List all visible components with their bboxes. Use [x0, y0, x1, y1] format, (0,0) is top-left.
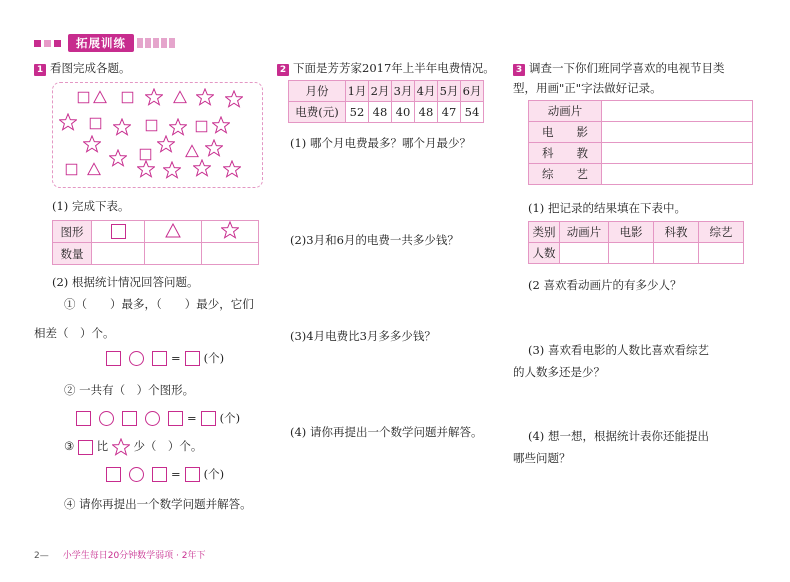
header-cell: 月份: [289, 81, 346, 102]
answer-box[interactable]: [152, 351, 167, 366]
answer-box[interactable]: [106, 351, 121, 366]
item3-tail: 少（ ）个。: [133, 439, 203, 453]
unit-label: (个): [203, 467, 225, 481]
month-cell: 2月: [369, 81, 392, 102]
star-shape: [109, 150, 126, 166]
answer-box[interactable]: [106, 467, 121, 482]
header-cell: 类别: [529, 222, 560, 243]
star-shape: [113, 119, 130, 135]
q2-s3: (3)4月电费比3月多多少钱？: [290, 329, 436, 343]
item3-compare: 比: [96, 439, 109, 453]
count-cell[interactable]: [560, 243, 609, 264]
operator-circle[interactable]: [129, 351, 144, 366]
triangle-icon-cell: [145, 221, 202, 243]
answer-box[interactable]: [185, 351, 200, 366]
star-shape: [225, 91, 242, 107]
q1-item4: ④ 请你再提出一个数学问题并解答。: [64, 497, 252, 511]
unit-label: (个): [203, 351, 225, 365]
category-cell: 综 艺: [529, 164, 602, 185]
q3-number: 3: [513, 64, 525, 76]
star-shape: [137, 161, 154, 177]
value-cell: 54: [461, 102, 484, 123]
header-cell: 动画片: [560, 222, 609, 243]
tally-cell[interactable]: [602, 143, 753, 164]
square-icon: [78, 440, 93, 455]
square-shape: [66, 164, 77, 175]
book-title: 小学生每日20分钟数学弱项 · 2年下: [62, 551, 206, 561]
star-shape: [223, 161, 240, 177]
value-cell: 48: [369, 102, 392, 123]
header-cell: 综艺: [699, 222, 744, 243]
star-shape: [205, 140, 222, 156]
shapes-svg: [53, 83, 262, 187]
answer-box[interactable]: [152, 467, 167, 482]
square-shape: [90, 118, 101, 129]
operator-circle[interactable]: [145, 411, 160, 426]
q3-s2: (2 喜欢看动画片的有多少人？: [528, 278, 682, 292]
q1-heading: [34, 60, 131, 76]
item3-marker: ③: [64, 439, 75, 453]
electricity-table: [288, 80, 484, 123]
value-cell: 40: [392, 102, 415, 123]
section-banner: [34, 34, 177, 52]
equals-sign: =: [171, 351, 181, 365]
answer-box[interactable]: [76, 411, 91, 426]
shapes-picture: [52, 82, 263, 188]
banner-square: [44, 40, 51, 47]
star-shape: [59, 114, 76, 130]
q2-s2: (2)3月和6月的电费一共多少钱？: [290, 233, 459, 247]
month-cell: 1月: [346, 81, 369, 102]
q1-item1: ①（ ）最多，（ ）最少，它们: [64, 297, 254, 311]
month-cell: 6月: [461, 81, 484, 102]
q1-sub2: (2) 根据统计情况回答问题。: [52, 275, 199, 289]
triangle-shape: [88, 163, 100, 174]
tally-cell[interactable]: [602, 122, 753, 143]
equation-row: [106, 350, 228, 366]
result-table: [528, 221, 744, 264]
page-number: 2—: [34, 551, 49, 561]
star-shape: [169, 119, 186, 135]
count-cell[interactable]: [699, 243, 744, 264]
equation-row: [76, 410, 244, 426]
table-header-cell: 图形: [53, 221, 92, 243]
count-cell[interactable]: [145, 243, 202, 265]
triangle-shape: [94, 91, 106, 102]
table-header-cell: 数量: [53, 243, 92, 265]
q2-s1: (1) 哪个月电费最多？哪个月最少？: [290, 136, 471, 150]
q3-s4: (4) 想一想，根据统计表你还能提出: [528, 429, 709, 443]
q3-heading: [513, 60, 725, 76]
page-footer: [34, 548, 206, 561]
star-shape: [83, 136, 100, 152]
q1-number: 1: [34, 64, 46, 76]
q3-s1: (1) 把记录的结果填在下表中。: [528, 201, 686, 215]
star-shape: [157, 136, 174, 152]
equation-row: [106, 466, 228, 482]
unit-label: (个): [219, 411, 241, 425]
q1-item1-cont: 相差（ ）个。: [34, 326, 115, 340]
shape-count-table: [52, 220, 259, 265]
q2-number: 2: [277, 64, 289, 76]
banner-stripes: [137, 38, 177, 48]
count-cell[interactable]: [654, 243, 699, 264]
star-shape: [196, 89, 213, 105]
q2-heading: [277, 60, 495, 76]
category-cell: 科 教: [529, 143, 602, 164]
value-cell: 52: [346, 102, 369, 123]
star-icon-cell: [202, 221, 259, 243]
value-cell: 48: [415, 102, 438, 123]
header-cell: 电影: [609, 222, 654, 243]
month-cell: 5月: [438, 81, 461, 102]
header-cell: 科教: [654, 222, 699, 243]
answer-box[interactable]: [201, 411, 216, 426]
q2-prompt: 下面是芳芳家2017年上半年电费情况。: [293, 61, 495, 75]
answer-box[interactable]: [122, 411, 137, 426]
q3-s4-cont: 哪些问题？: [513, 451, 571, 465]
star-icon: [221, 221, 239, 239]
square-shape: [140, 149, 151, 160]
q1-item2: ② 一共有（ ）个图形。: [64, 383, 195, 397]
answer-box[interactable]: [185, 467, 200, 482]
count-cell[interactable]: [202, 243, 259, 265]
equals-sign: =: [171, 467, 181, 481]
banner-square: [34, 40, 41, 47]
star-icon: [112, 438, 130, 456]
operator-circle[interactable]: [129, 467, 144, 482]
q3-s3: (3) 喜欢看电影的人数比喜欢看综艺: [528, 343, 709, 357]
tally-cell[interactable]: [602, 164, 753, 185]
operator-circle[interactable]: [99, 411, 114, 426]
star-shape: [145, 89, 162, 105]
q1-item3: [64, 438, 202, 456]
banner-square: [54, 40, 61, 47]
month-cell: 3月: [392, 81, 415, 102]
square-shape: [196, 121, 207, 132]
triangle-shape: [186, 145, 198, 156]
value-cell: 47: [438, 102, 461, 123]
q2-s4: (4) 请你再提出一个数学问题并解答。: [290, 425, 483, 439]
q3-prompt-cont: 型，用画"正"字法做好记录。: [513, 81, 662, 95]
q1-sub1: (1) 完成下表。: [52, 199, 130, 213]
square-icon-cell: [92, 221, 145, 243]
q3-s3-cont: 的人数多还是少？: [513, 365, 605, 379]
category-cell: 动画片: [529, 101, 602, 122]
square-shape: [122, 92, 133, 103]
count-cell[interactable]: [92, 243, 145, 265]
square-icon: [111, 224, 126, 239]
answer-box[interactable]: [168, 411, 183, 426]
star-shape: [163, 162, 180, 178]
triangle-icon: [165, 223, 181, 238]
equals-sign: =: [187, 411, 197, 425]
row-label-cell: 人数: [529, 243, 560, 264]
row-label-cell: 电费(元): [289, 102, 346, 123]
banner-title: 拓展训练: [68, 34, 134, 52]
q1-prompt: 看图完成各题。: [50, 61, 131, 75]
category-cell: 电 影: [529, 122, 602, 143]
q3-prompt: 调查一下你们班同学喜欢的电视节目类: [529, 61, 725, 75]
tally-table: [528, 100, 753, 185]
count-cell[interactable]: [609, 243, 654, 264]
square-shape: [146, 120, 157, 131]
star-shape: [193, 160, 210, 176]
square-shape: [78, 92, 89, 103]
triangle-shape: [174, 91, 186, 102]
star-shape: [212, 117, 229, 133]
tally-cell[interactable]: [602, 101, 753, 122]
month-cell: 4月: [415, 81, 438, 102]
